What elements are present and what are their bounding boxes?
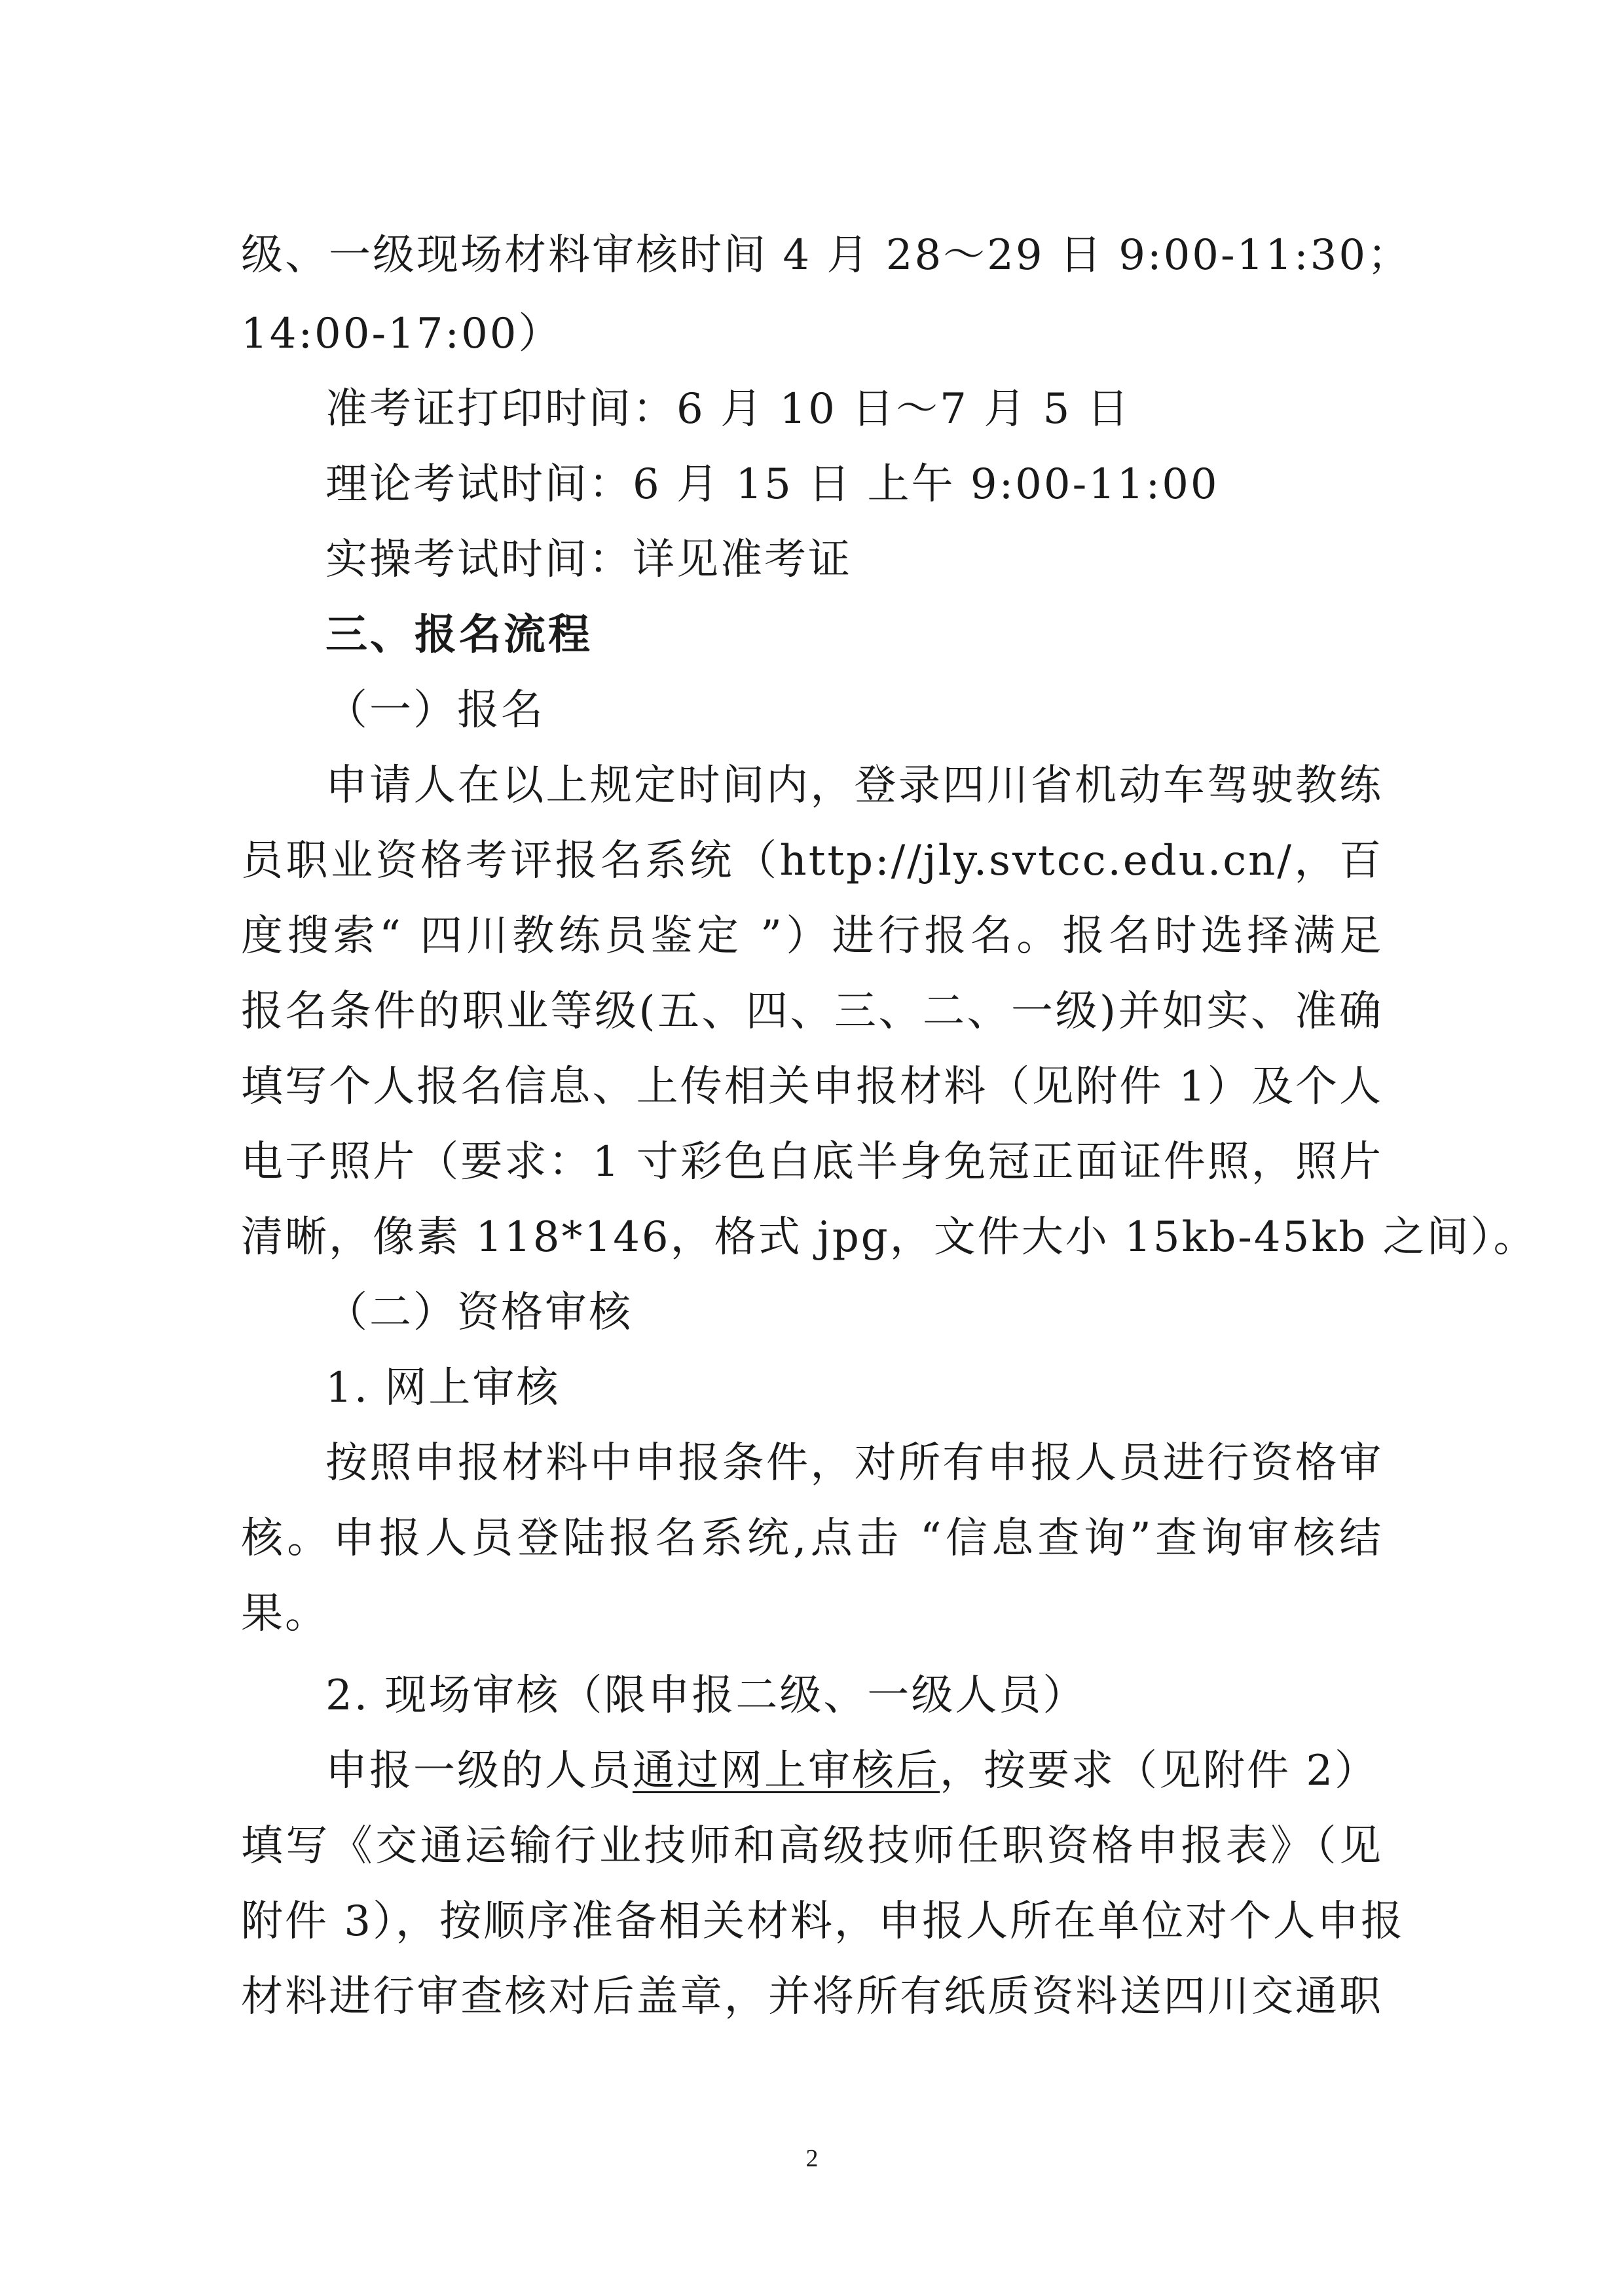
text-line: 理论考试时间：6 月 15 日 上午 9:00-11:00 — [325, 460, 1219, 509]
section-heading: 三、报名流程 — [325, 611, 593, 659]
text-line: 填写个人报名信息、上传相关申报材料（见附件 1）及个人 — [241, 1063, 1383, 1111]
text-line: 申请人在以上规定时间内，登录四川省机动车驾驶教练 — [325, 761, 1383, 810]
text-line: 填写《交通运输行业技师和高级技师任职资格申报表》（见 — [241, 1822, 1383, 1870]
underlined-text: 通过网上审核后 — [633, 1747, 940, 1795]
text-line: 材料进行审查核对后盖章，并将所有纸质资料送四川交通职 — [241, 1973, 1383, 2021]
page-number: 2 — [805, 2145, 819, 2172]
text-line: 附件 3），按顺序准备相关材料，申报人所在单位对个人申报 — [241, 1897, 1405, 1946]
text-line: 级、一级现场材料审核时间 4 月 28～29 日 9:00-11:30； — [241, 231, 1412, 280]
text-segment: 申报一级的人员 — [325, 1747, 633, 1795]
text-line: 核。申报人员登陆报名系统,点击 “信息查询”查询审核结 — [241, 1514, 1383, 1563]
subsection-heading: （二）资格审核 — [325, 1288, 633, 1337]
text-line: 员职业资格考评报名系统（http://jly.svtcc.edu.cn/，百 — [241, 837, 1383, 885]
text-line — [325, 1741, 1378, 1800]
text-line: 果。 — [241, 1590, 329, 1638]
text-line: 电子照片（要求：1 寸彩色白底半身免冠正面证件照，照片 — [241, 1138, 1383, 1186]
text-segment: ，按要求（见附件 2） — [940, 1747, 1379, 1795]
text-line: 14:00-17:00） — [241, 310, 563, 358]
item-heading: 2. 现场审核（限申报二级、一级人员） — [325, 1671, 1087, 1720]
text-line: 按照申报材料中申报条件，对所有申报人员进行资格审 — [325, 1439, 1383, 1487]
text-line: 清晰，像素 118*146，格式 jpg，文件大小 15kb-45kb 之间）。 — [241, 1213, 1538, 1262]
text-line: 实操考试时间：详见准考证 — [325, 536, 852, 584]
text-line: 报名条件的职业等级(五、四、三、二、一级)并如实、准确 — [241, 987, 1383, 1036]
text-line: 度搜索“ 四川教练员鉴定 ”）进行报名。报名时选择满足 — [241, 912, 1383, 960]
subsection-heading: （一）报名 — [325, 686, 545, 735]
item-heading: 1. 网上审核 — [325, 1364, 561, 1412]
text-line: 准考证打印时间：6 月 10 日～7 月 5 日 — [325, 385, 1131, 433]
